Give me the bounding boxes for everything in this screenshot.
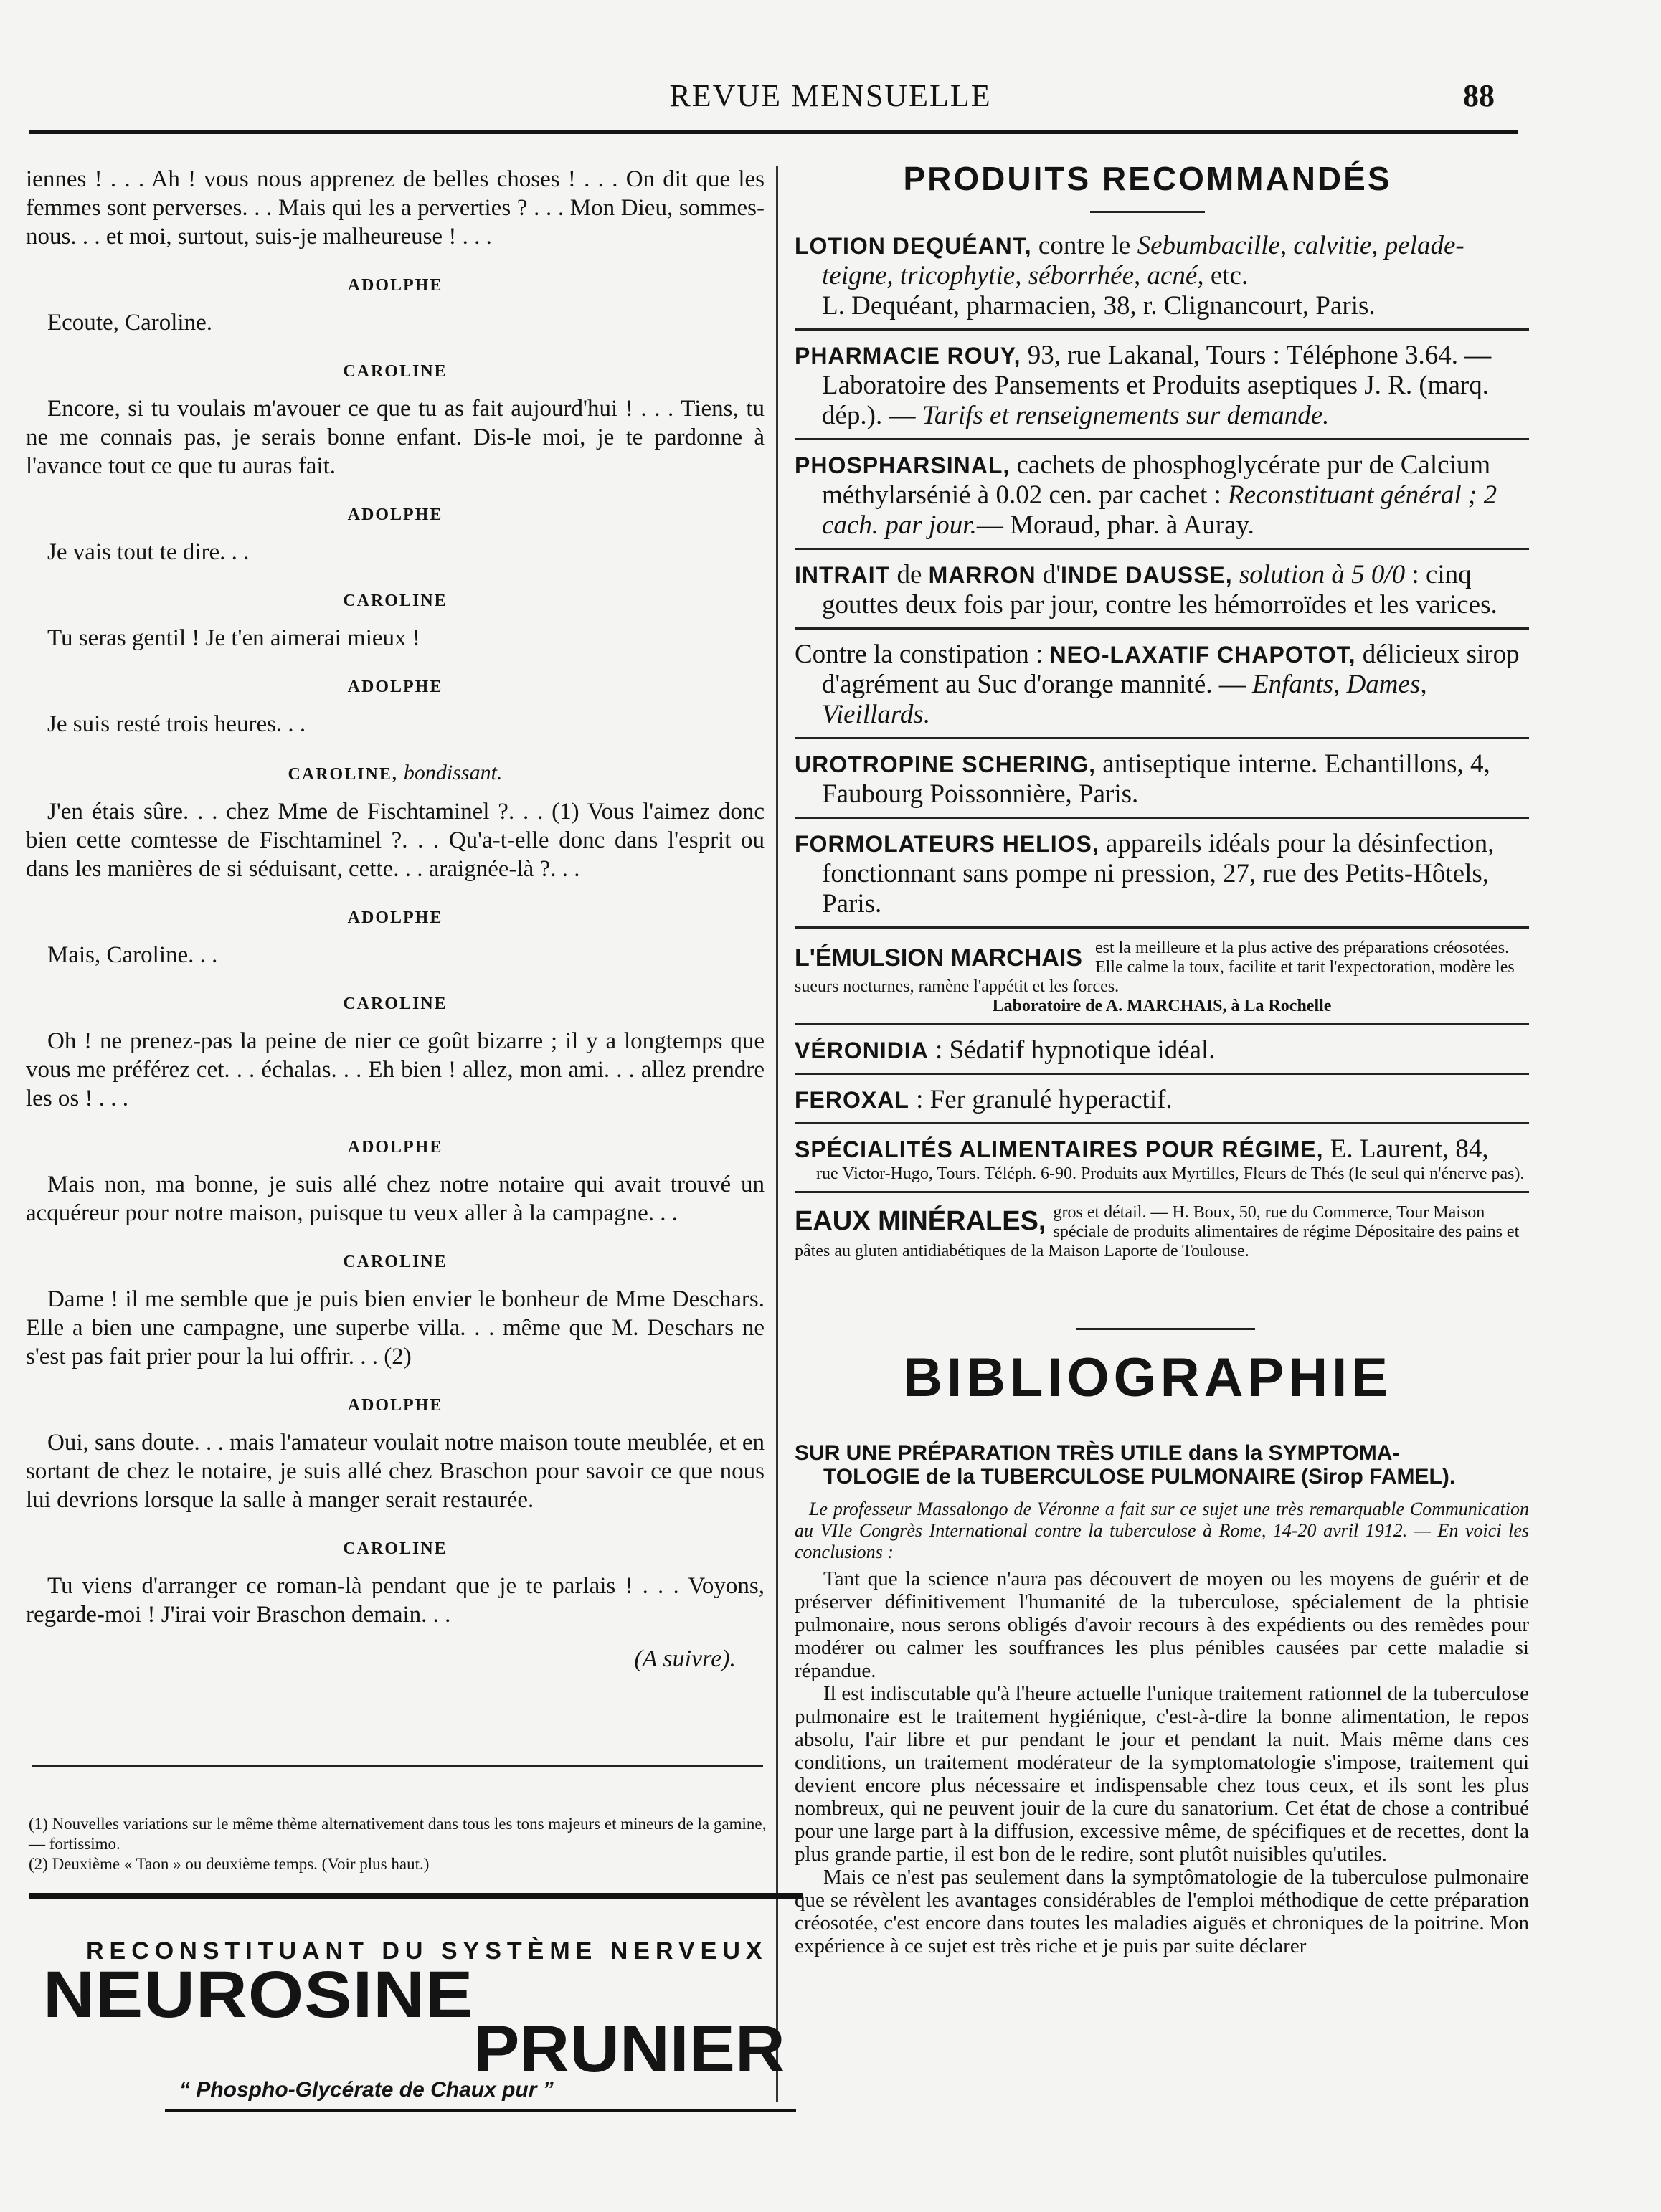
ad-eaux-minerales (795, 1193, 1529, 1268)
brand-name: FORMOLATEURS HELIOS, (795, 831, 1099, 857)
dialogue-text: J'en étais sûre. . . chez Mme de Fischtaminel ?. . . (1) Vous l'aimez donc bien cette comtesse de Fischtaminel ?. . . Qu'a-t-elle donc dans l'esprit ou dans les manières de si séduisant, cette. . . araignée-là ?. . . (26, 799, 765, 882)
speaker-name: ADOLPHE (347, 1138, 443, 1157)
dialogue-text: Oui, sans doute. . . mais l'amateur voulait notre maison toute meublée, et en sortant de chez le notaire, je suis allé chez Braschon pour savoir ce que nous lui devrions lorsque la salle à manger serait restaurée. (26, 1430, 765, 1513)
brand-name: LOTION DEQUÉANT, (795, 233, 1032, 259)
ad-description: est la meilleure et la plus active des préparations créosotées. Elle calme la toux, facilite et tarit l'expectoration, modère les sueurs nocturnes, ramène l'appétit et les forces. (795, 939, 1515, 996)
dialogue-text: Mais non, ma bonne, je suis allé chez notre notaire qui avait trouvé un acquéreur pour notre maison, puisque tu veux aller à la campagne. . . (26, 1172, 765, 1226)
page-number: 88 (1463, 78, 1495, 113)
dialogue-text: Je suis resté trois heures. . . (47, 711, 306, 737)
speaker-name: CAROLINE (343, 1539, 448, 1558)
dialogue-text: Oh ! ne prenez-pas la peine de nier ce goût bizarre ; il y a longtemps que vous me préférez cet. . . échalas. . . Eh bien ! allez, mon ami. . . allez prendre les os ! . . . (26, 1028, 765, 1111)
ad-bottom-rule (165, 2109, 796, 2112)
brand-name: PHARMACIE ROUY, (795, 343, 1021, 369)
ad-intrait-dausse: INTRAIT de MARRON d'INDE DAUSSE, solution à 5 0/0 : cinq gouttes deux fois par jour, contre les hémorroïdes et les varices. (795, 550, 1529, 630)
speaker-name: CAROLINE (343, 592, 448, 610)
brand-name: INTRAIT (795, 562, 891, 588)
ad-lotion-dequeant: LOTION DEQUÉANT, contre le Sebumbacille, calvitie, pelade-teigne, tricophytie, séborrhée, acné, etc. L. Dequéant, pharmacien, 38, r. Clignancourt, Paris. (795, 221, 1529, 331)
dialogue-text: iennes ! . . . Ah ! vous nous apprenez de belles choses ! . . . On dit que les femmes sont perverses. . . Mais qui les a perverties ? . . . Mon Dieu, sommes-nous. . . et moi, surtout, suis-je malheureuse ! . . . (26, 166, 765, 250)
ad-address: L. Dequéant, pharmacien, 38, r. Clignancourt, Paris. (822, 291, 1376, 321)
speaker-with-direction (26, 759, 765, 789)
dialogue-text: Ecoute, Caroline. (47, 310, 213, 336)
speaker-name: CAROLINE (343, 1253, 448, 1271)
brand-name: PHOSPHARSINAL, (795, 452, 1011, 478)
dialogue-text: Je vais tout te dire. . . (47, 539, 250, 565)
brand-name: NEO-LAXATIF CHAPOTOT, (1049, 642, 1356, 668)
speaker-name: CAROLINE (343, 362, 448, 381)
ad-pharmacie-rouy: PHARMACIE ROUY, 93, rue Lakanal, Tours : Téléphone 3.64. —Laboratoire des Pansements et Produits aseptiques J. R. (marq. dép.). — Tarifs et renseignements sur demande. (795, 331, 1529, 440)
prunier-name: PRUNIER (473, 2013, 785, 2086)
ad-phospharsinal: PHOSPHARSINAL, cachets de phosphoglycérate pur de Calcium méthylarsénié à 0.02 cen. par cachet : Reconstituant général ; 2 cach. par jour.— Moraud, phar. à Auray. (795, 440, 1529, 550)
ad-description: gros et détail. — H. Boux, 50, rue du Commerce, Tour Maison spéciale de produits alimentaires de régime Dépositaire des pains et pâtes au gluten antidiabétiques de la Maison Laporte de Toulouse. (795, 1203, 1520, 1261)
dialogue-text: Dame ! il me semble que je puis bien envier le bonheur de Mme Deschars. Elle a bien une campagne, une superbe villa. . . même que M. Deschars ne s'est pas fait prier pour la lui offrir. . . (2) (26, 1286, 765, 1370)
neurosine-name: NEUROSINE (43, 1958, 474, 2031)
ad-urotropine: UROTROPINE SCHERING, antiseptique interne. Echantillons, 4, Faubourg Poissonnière, Paris. (795, 739, 1529, 819)
brand-name: UROTROPINE SCHERING, (795, 751, 1097, 777)
article-intro: Le professeur Massalongo de Véronne a fait sur ce sujet une très remarquable Communication au VIIe Congrès International contre la tuberculose à Rome, 14-20 avril 1912. — En voici les conclusions : (795, 1499, 1529, 1562)
article-heading: SUR UNE PRÉPARATION TRÈS UTILE dans la SYMPTOMA- TOLOGIE de la TUBERCULOSE PULMONAIRE (Sirop FAMEL). (795, 1441, 1456, 1489)
products-list (795, 221, 1529, 1268)
bibliographie-body (795, 1441, 1529, 1957)
running-head: REVUE MENSUELLE (669, 78, 992, 113)
ad-address: rue Victor-Hugo, Tours. Téléph. 6-90. Produits aux Myrtilles, Fleurs de Thés (le seul qui n'énerve pas). (816, 1164, 1525, 1183)
stage-direction: bondissant. (403, 761, 503, 784)
speaker-name: ADOLPHE (347, 1396, 443, 1415)
products-title-rule (1090, 211, 1205, 213)
brand-name: FEROXAL (795, 1087, 909, 1113)
article-paragraph: Tant que la science n'aura pas découvert de moyen ou les moyens de guérir et de préserver définitivement l'humanité de la tuberculose, spécialement de la phtisie pulmonaire, nous serons obligés d'avoir recours à des expédients ou des remèdes pour modérer ou calmer les souffrances les plus pénibles causées par cette maladie si répandue. (795, 1567, 1529, 1682)
dialogue-column (26, 165, 765, 1674)
dialogue-text: Mais, Caroline. . . (47, 942, 218, 968)
ad-formolateurs: FORMOLATEURS HELIOS, appareils idéals pour la désinfection, fonctionnant sans pompe ni pression, 27, rue des Petits-Hôtels, Paris. (795, 819, 1529, 929)
speaker-name: ADOLPHE (347, 908, 443, 927)
speaker-name: ADOLPHE (347, 678, 443, 696)
brand-name: SPÉCIALITÉS ALIMENTAIRES POUR RÉGIME, (795, 1136, 1324, 1162)
ad-top-rule (29, 1893, 803, 1899)
dialogue-text: Tu seras gentil ! Je t'en aimerai mieux ! (47, 625, 420, 651)
ad-emulsion-marchais (795, 929, 1529, 1025)
ad-specialites-alimentaires: SPÉCIALITÉS ALIMENTAIRES POUR RÉGIME, E. Laurent, 84, rue Victor-Hugo, Tours. Téléph. 6-90. Produits aux Myrtilles, Fleurs de Thés (le seul qui n'énerve pas). (795, 1124, 1529, 1193)
ad-veronidia: VÉRONIDIA : Sédatif hypnotique idéal. (795, 1025, 1529, 1075)
brand-name: L'ÉMULSION MARCHAIS (795, 944, 1082, 972)
brand-name: EAUX MINÉRALES, (795, 1206, 1046, 1236)
ad-laboratory: Laboratoire de A. MARCHAIS, à La Rochelle (992, 997, 1332, 1015)
footnotes (29, 1814, 767, 1874)
footnote: (2) Deuxième « Taon » ou deuxième temps. (Voir plus haut.) (29, 1855, 430, 1873)
column-divider (776, 166, 778, 2102)
ad-feroxal: FEROXAL : Fer granulé hyperactif. (795, 1075, 1529, 1124)
ad-neo-laxatif: Contre la constipation : NEO-LAXATIF CHAPOTOT, délicieux sirop d'agrément au Suc d'orange mannité. — Enfants, Dames, Vieillards. (795, 630, 1529, 739)
bibliographie-title: BIBLIOGRAPHIE (903, 1347, 1392, 1408)
article-paragraph: Il est indiscutable qu'à l'heure actuelle l'unique traitement rationnel de la tuberculose pulmonaire est le traitement hygiénique, c'est-à-dire la bonne alimentation, le repos absolu, l'air libre et pur pendant le jour et pendant la nuit. Mais même dans ces conditions, un traitement modérateur de la symptomatologie s'impose, traitement qui devient encore plus nécessaire et indispensable chez tous ceux, et ils sont les plus nombreux, qui ne peuvent jouir de la cure du sanatorium. Cet état de chose a contribué pour une large part à la diffusion, excessive même, de spécifiques et de recettes, dont la plus grande partie, il est bon de le redire, sont plutôt nuisibles qu'utiles. (795, 1682, 1529, 1866)
brand-name: VÉRONIDIA (795, 1038, 929, 1063)
dialogue-text: Encore, si tu voulais m'avouer ce que tu as fait aujourd'hui ! . . . Tiens, tu ne me connais pas, je serais bonne enfant. Dis-le moi, je te pardonne à l'avance tout ce que tu auras fait. (26, 396, 765, 479)
a-suivre: (A suivre). (634, 1646, 736, 1672)
footnote: (1) Nouvelles variations sur le même thème alternativement dans tous les tons majeurs et mineurs de la gamine, — fortissimo. (29, 1815, 767, 1853)
header-rule (29, 130, 1518, 134)
speaker-name: ADOLPHE (347, 276, 443, 295)
speaker-name: ADOLPHE (347, 505, 443, 524)
footnote-rule (32, 1765, 763, 1767)
dialogue-text: Tu viens d'arranger ce roman-là pendant que je te parlais ! . . . Voyons, regarde-moi ! J'irai voir Braschon demain. . . (26, 1573, 765, 1628)
article-paragraph: Mais ce n'est pas seulement dans la symptômatologie de la tuberculose pulmonaire que se révèlent les avantages considérables de l'emploi méthodique de cette préparation créosotée, c'est encore dans toutes les maladies aiguës et chroniques de la poitrine. Mon expérience à ce sujet est très riche et je puis par suite déclarer (795, 1866, 1529, 1957)
neurosine-tagline: “ Phospho-Glycérate de Chaux pur ” (179, 2078, 554, 2102)
bibliographie-rule (1076, 1328, 1255, 1330)
products-title: PRODUITS RECOMMANDÉS (903, 160, 1392, 197)
speaker-name: CAROLINE, (288, 765, 398, 784)
neurosine-subtitle: RECONSTITUANT DU SYSTÈME NERVEUX (86, 1937, 768, 1965)
speaker-name: CAROLINE (343, 995, 448, 1013)
